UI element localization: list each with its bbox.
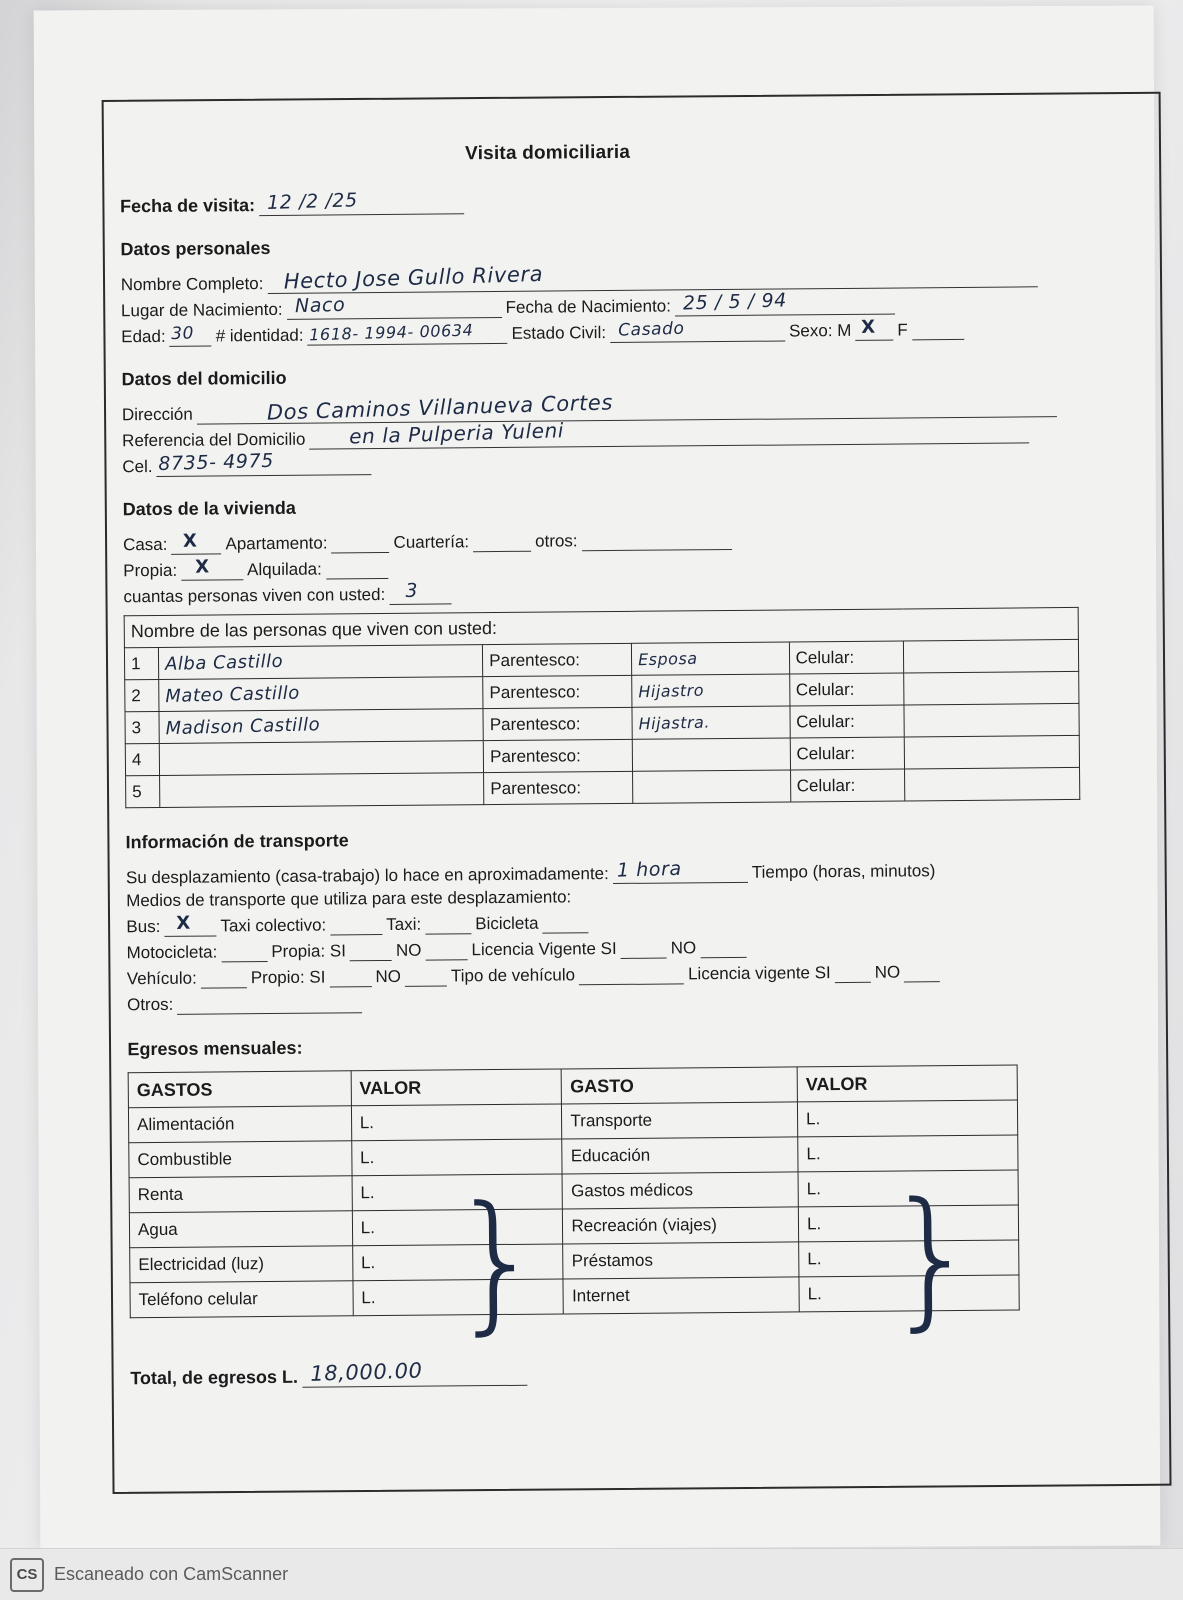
motorcycle-own-no-field[interactable] xyxy=(425,937,467,960)
expense-name-left: Alimentación xyxy=(128,1106,351,1143)
motorcycle-no-label: NO xyxy=(395,940,422,960)
expense-value-left[interactable]: L. xyxy=(353,1279,564,1316)
address-value: Dos Caminos Villanueva Cortes xyxy=(266,390,614,425)
sex-label: Sexo: M xyxy=(788,320,852,341)
visit-date-value: 12 /2 /25 xyxy=(266,189,359,214)
cel-value: 8735- 4975 xyxy=(158,449,275,476)
address-reference-label: Referencia del Domicilio xyxy=(122,429,306,451)
cell-value[interactable] xyxy=(904,703,1079,737)
civil-status-field[interactable] xyxy=(610,318,785,343)
section-address-data: Datos del domicilio xyxy=(121,367,287,390)
expense-value-left[interactable]: L. xyxy=(351,1104,562,1141)
commute-unit-label: Tiempo (horas, minutos) xyxy=(751,861,936,882)
row-number: 2 xyxy=(125,679,159,711)
people-count-field[interactable] xyxy=(389,581,451,605)
visit-date-row xyxy=(120,185,1130,217)
row-number: 5 xyxy=(126,775,160,807)
full-name-field[interactable] xyxy=(267,261,1037,294)
birthdate-label: Fecha de Nacimiento: xyxy=(505,296,672,317)
age-value: 30 xyxy=(171,323,195,345)
house-mark: X xyxy=(183,530,199,552)
section-monthly-expenses: Egresos mensuales: xyxy=(127,1037,303,1060)
full-name-label: Nombre Completo: xyxy=(120,274,264,295)
transport-means-label: Medios de transporte que utiliza para este desplazamiento: xyxy=(126,887,572,911)
age-label: Edad: xyxy=(121,326,166,347)
expense-name-right: Recreación (viajes) xyxy=(563,1207,799,1244)
cell-value[interactable] xyxy=(903,639,1078,673)
expense-name-right: Préstamos xyxy=(563,1242,799,1279)
relation-label: Parentesco: xyxy=(483,643,633,676)
member-name[interactable] xyxy=(160,773,484,808)
total-expenses-field[interactable] xyxy=(302,1358,527,1388)
vehicle-field[interactable] xyxy=(201,965,247,988)
expense-value-right[interactable]: L. xyxy=(798,1205,1018,1242)
cel-label: Cel. xyxy=(122,457,153,477)
motorcycle-license-yes-field[interactable] xyxy=(621,936,667,959)
handwritten-stroke-left: } xyxy=(448,1174,546,1350)
expense-name-right: Educación xyxy=(562,1137,798,1174)
motorcycle-license-label: Licencia Vigente SI xyxy=(471,938,617,960)
commute-field[interactable] xyxy=(613,857,748,884)
relation-value-text: Esposa xyxy=(638,648,699,669)
member-name-value: Madison Castillo xyxy=(165,714,321,740)
expense-name-left: Teléfono celular xyxy=(130,1281,353,1318)
address-reference-field[interactable] xyxy=(309,420,1029,449)
other-transport-field[interactable] xyxy=(177,990,362,1015)
expense-value-right[interactable]: L. xyxy=(797,1100,1017,1137)
member-name[interactable] xyxy=(159,677,483,712)
total-expenses-value: 18,000.00 xyxy=(309,1358,423,1386)
address-field[interactable] xyxy=(197,390,1057,425)
own-field[interactable] xyxy=(181,557,243,581)
vehicle-license-no-field[interactable] xyxy=(904,959,940,982)
vehicle-own-yes-field[interactable] xyxy=(329,964,371,987)
member-name-value: Mateo Castillo xyxy=(165,682,301,708)
commute-value: 1 hora xyxy=(616,857,682,882)
motorcycle-own-label: Propia: SI xyxy=(271,941,347,961)
total-expenses-row xyxy=(130,1357,1140,1389)
motorcycle-license-no-field[interactable] xyxy=(700,935,746,958)
total-expenses-label: Total, de egresos L. xyxy=(130,1366,299,1389)
identity-label: # identidad: xyxy=(215,325,304,346)
address-label: Dirección xyxy=(121,404,193,425)
people-count-label: cuantas personas viven con usted: xyxy=(123,584,386,607)
relation-value[interactable] xyxy=(632,642,789,675)
identity-value: 1618- 1994- 00634 xyxy=(309,320,475,345)
vehicle-license-yes-field[interactable] xyxy=(835,960,871,983)
age-field[interactable] xyxy=(170,323,212,346)
relation-value[interactable] xyxy=(633,770,790,803)
cell-label: Celular: xyxy=(790,769,905,802)
motorcycle-own-yes-field[interactable] xyxy=(350,938,392,961)
relation-value[interactable] xyxy=(633,738,790,771)
vehicle-no-label: NO xyxy=(375,966,402,987)
cell-label: Celular: xyxy=(789,673,904,706)
other-housing-label: otros: xyxy=(535,531,578,551)
page-title: Visita domiciliaria xyxy=(465,141,631,165)
sex-male-mark: X xyxy=(861,316,877,338)
cell-value[interactable] xyxy=(904,735,1079,769)
apartment-label: Apartamento: xyxy=(225,533,328,554)
house-field[interactable] xyxy=(171,531,221,554)
section-transport-info: Información de transporte xyxy=(125,830,349,853)
other-transport-label: Otros: xyxy=(126,994,174,1015)
relation-label: Parentesco: xyxy=(483,739,633,772)
commute-label: Su desplazamiento (casa-trabajo) lo hace en aproximadamente: xyxy=(125,864,609,888)
taxi-label: Taxi: xyxy=(386,914,422,934)
section-housing-data: Datos de la vivienda xyxy=(122,497,296,520)
motorcycle-label: Motocicleta: xyxy=(126,942,218,963)
relation-value[interactable] xyxy=(632,706,789,739)
relation-label: Parentesco: xyxy=(483,675,633,708)
civil-status-label: Estado Civil: xyxy=(511,323,607,343)
bus-label: Bus: xyxy=(126,916,161,937)
expense-value-right[interactable]: L. xyxy=(799,1240,1019,1277)
taxi-colectivo-label: Taxi colectivo: xyxy=(220,915,327,936)
relation-label: Parentesco: xyxy=(483,707,633,740)
visit-date-field[interactable] xyxy=(259,191,464,216)
expense-value-left[interactable]: L. xyxy=(352,1209,563,1246)
member-name-value: Alba Castillo xyxy=(164,650,284,675)
other-housing-field[interactable] xyxy=(582,527,732,551)
row-number: 1 xyxy=(124,647,158,679)
cel-field[interactable] xyxy=(156,449,371,477)
expense-value-left[interactable]: L. xyxy=(351,1139,562,1176)
relation-value[interactable] xyxy=(632,674,789,707)
relation-value-text: Hijastro xyxy=(638,680,705,701)
id-row xyxy=(121,315,1131,347)
expenses-col-3-header: GASTO xyxy=(562,1067,798,1104)
birthplace-label: Lugar de Nacimiento: xyxy=(120,299,283,321)
vehicle-label: Vehículo: xyxy=(126,968,197,989)
cell-value[interactable] xyxy=(905,767,1080,801)
expense-name-right: Gastos médicos xyxy=(562,1172,798,1209)
birthdate-value: 25 / 5 / 94 xyxy=(682,289,788,315)
expenses-col-4-header: VALOR xyxy=(797,1065,1017,1102)
sex-female-field[interactable] xyxy=(912,317,964,340)
expense-value-left[interactable]: L. xyxy=(352,1174,563,1211)
people-count-row xyxy=(123,575,1133,607)
member-name[interactable] xyxy=(159,741,483,776)
row-number: 4 xyxy=(125,743,159,775)
expense-name-left: Electricidad (luz) xyxy=(130,1246,353,1283)
camscanner-footer-text: Escaneado con CamScanner xyxy=(54,1564,289,1584)
relation-value-text: Hijastra. xyxy=(638,712,711,733)
cell-label: Celular: xyxy=(789,641,904,674)
address-reference-value: en la Pulperia Yuleni xyxy=(349,418,565,449)
rented-label: Alquilada: xyxy=(247,559,322,580)
cel-row xyxy=(122,445,1132,477)
vehicle-license-label: Licencia vigente SI xyxy=(687,963,831,984)
cell-label: Celular: xyxy=(790,737,905,770)
civil-status-value: Casado xyxy=(617,318,685,341)
apartment-field[interactable] xyxy=(331,530,389,554)
vehicle-own-label: Propio: SI xyxy=(250,967,326,988)
expense-value-right[interactable]: L. xyxy=(798,1135,1018,1172)
house-label: Casa: xyxy=(122,534,168,555)
member-name[interactable] xyxy=(159,709,483,744)
form-content xyxy=(119,123,1140,1392)
birthplace-value: Naco xyxy=(294,293,346,318)
handwritten-stroke-right: } xyxy=(883,1170,981,1346)
visit-date-label: Fecha de visita: xyxy=(119,195,256,217)
sex-female-label: F xyxy=(897,320,908,340)
sex-male-field[interactable] xyxy=(855,318,893,341)
relation-label: Parentesco: xyxy=(484,771,634,804)
own-mark: X xyxy=(194,556,210,578)
identity-field[interactable] xyxy=(307,321,507,346)
taxi-colectivo-field[interactable] xyxy=(330,912,382,935)
motorcycle-license-no-label: NO xyxy=(670,938,697,958)
people-count-value: 3 xyxy=(404,579,419,602)
expense-name-right: Internet xyxy=(563,1277,799,1314)
birthplace-field[interactable] xyxy=(286,295,501,320)
camscanner-footer xyxy=(0,1548,1183,1600)
bicycle-field[interactable] xyxy=(542,910,588,933)
paper-sheet xyxy=(34,6,1161,1551)
expense-value-right[interactable]: L. xyxy=(798,1170,1018,1207)
expense-name-right: Transporte xyxy=(562,1102,798,1139)
room-label: Cuartería: xyxy=(393,532,470,552)
motorcycle-field[interactable] xyxy=(221,939,267,962)
member-name[interactable] xyxy=(158,645,482,680)
cell-label: Celular: xyxy=(790,705,905,738)
other-transport-row xyxy=(127,983,1137,1015)
section-personal-data: Datos personales xyxy=(120,237,271,260)
cell-value[interactable] xyxy=(904,671,1079,705)
bus-field[interactable] xyxy=(164,913,216,936)
camscanner-logo-icon: CS xyxy=(10,1558,44,1592)
expense-name-left: Agua xyxy=(129,1211,352,1248)
expenses-col-1-header: GASTOS xyxy=(128,1071,351,1108)
rented-field[interactable] xyxy=(326,556,388,580)
room-field[interactable] xyxy=(473,529,531,553)
household-table-header: Nombre de las personas que viven con usted: xyxy=(124,607,1078,647)
taxi-field[interactable] xyxy=(425,911,471,934)
expense-name-left: Combustible xyxy=(129,1141,352,1178)
bicycle-label: Bicicleta xyxy=(475,913,539,934)
expense-value-left[interactable]: L. xyxy=(352,1244,563,1281)
expenses-col-2-header: VALOR xyxy=(351,1069,562,1106)
vehicle-type-label: Tipo de vehículo xyxy=(450,965,576,986)
expense-value-right[interactable]: L. xyxy=(799,1275,1019,1312)
household-members-table xyxy=(124,607,1081,808)
vehicle-type-field[interactable] xyxy=(579,961,684,985)
birthdate-field[interactable] xyxy=(675,289,895,317)
expense-name-left: Renta xyxy=(129,1176,352,1213)
bus-mark: X xyxy=(176,912,192,934)
vehicle-license-no-label: NO xyxy=(874,962,901,982)
own-label: Propia: xyxy=(123,560,178,581)
vehicle-own-no-field[interactable] xyxy=(405,963,447,986)
full-name-value: Hecto Jose Gullo Rivera xyxy=(283,261,544,294)
row-number: 3 xyxy=(125,711,159,743)
